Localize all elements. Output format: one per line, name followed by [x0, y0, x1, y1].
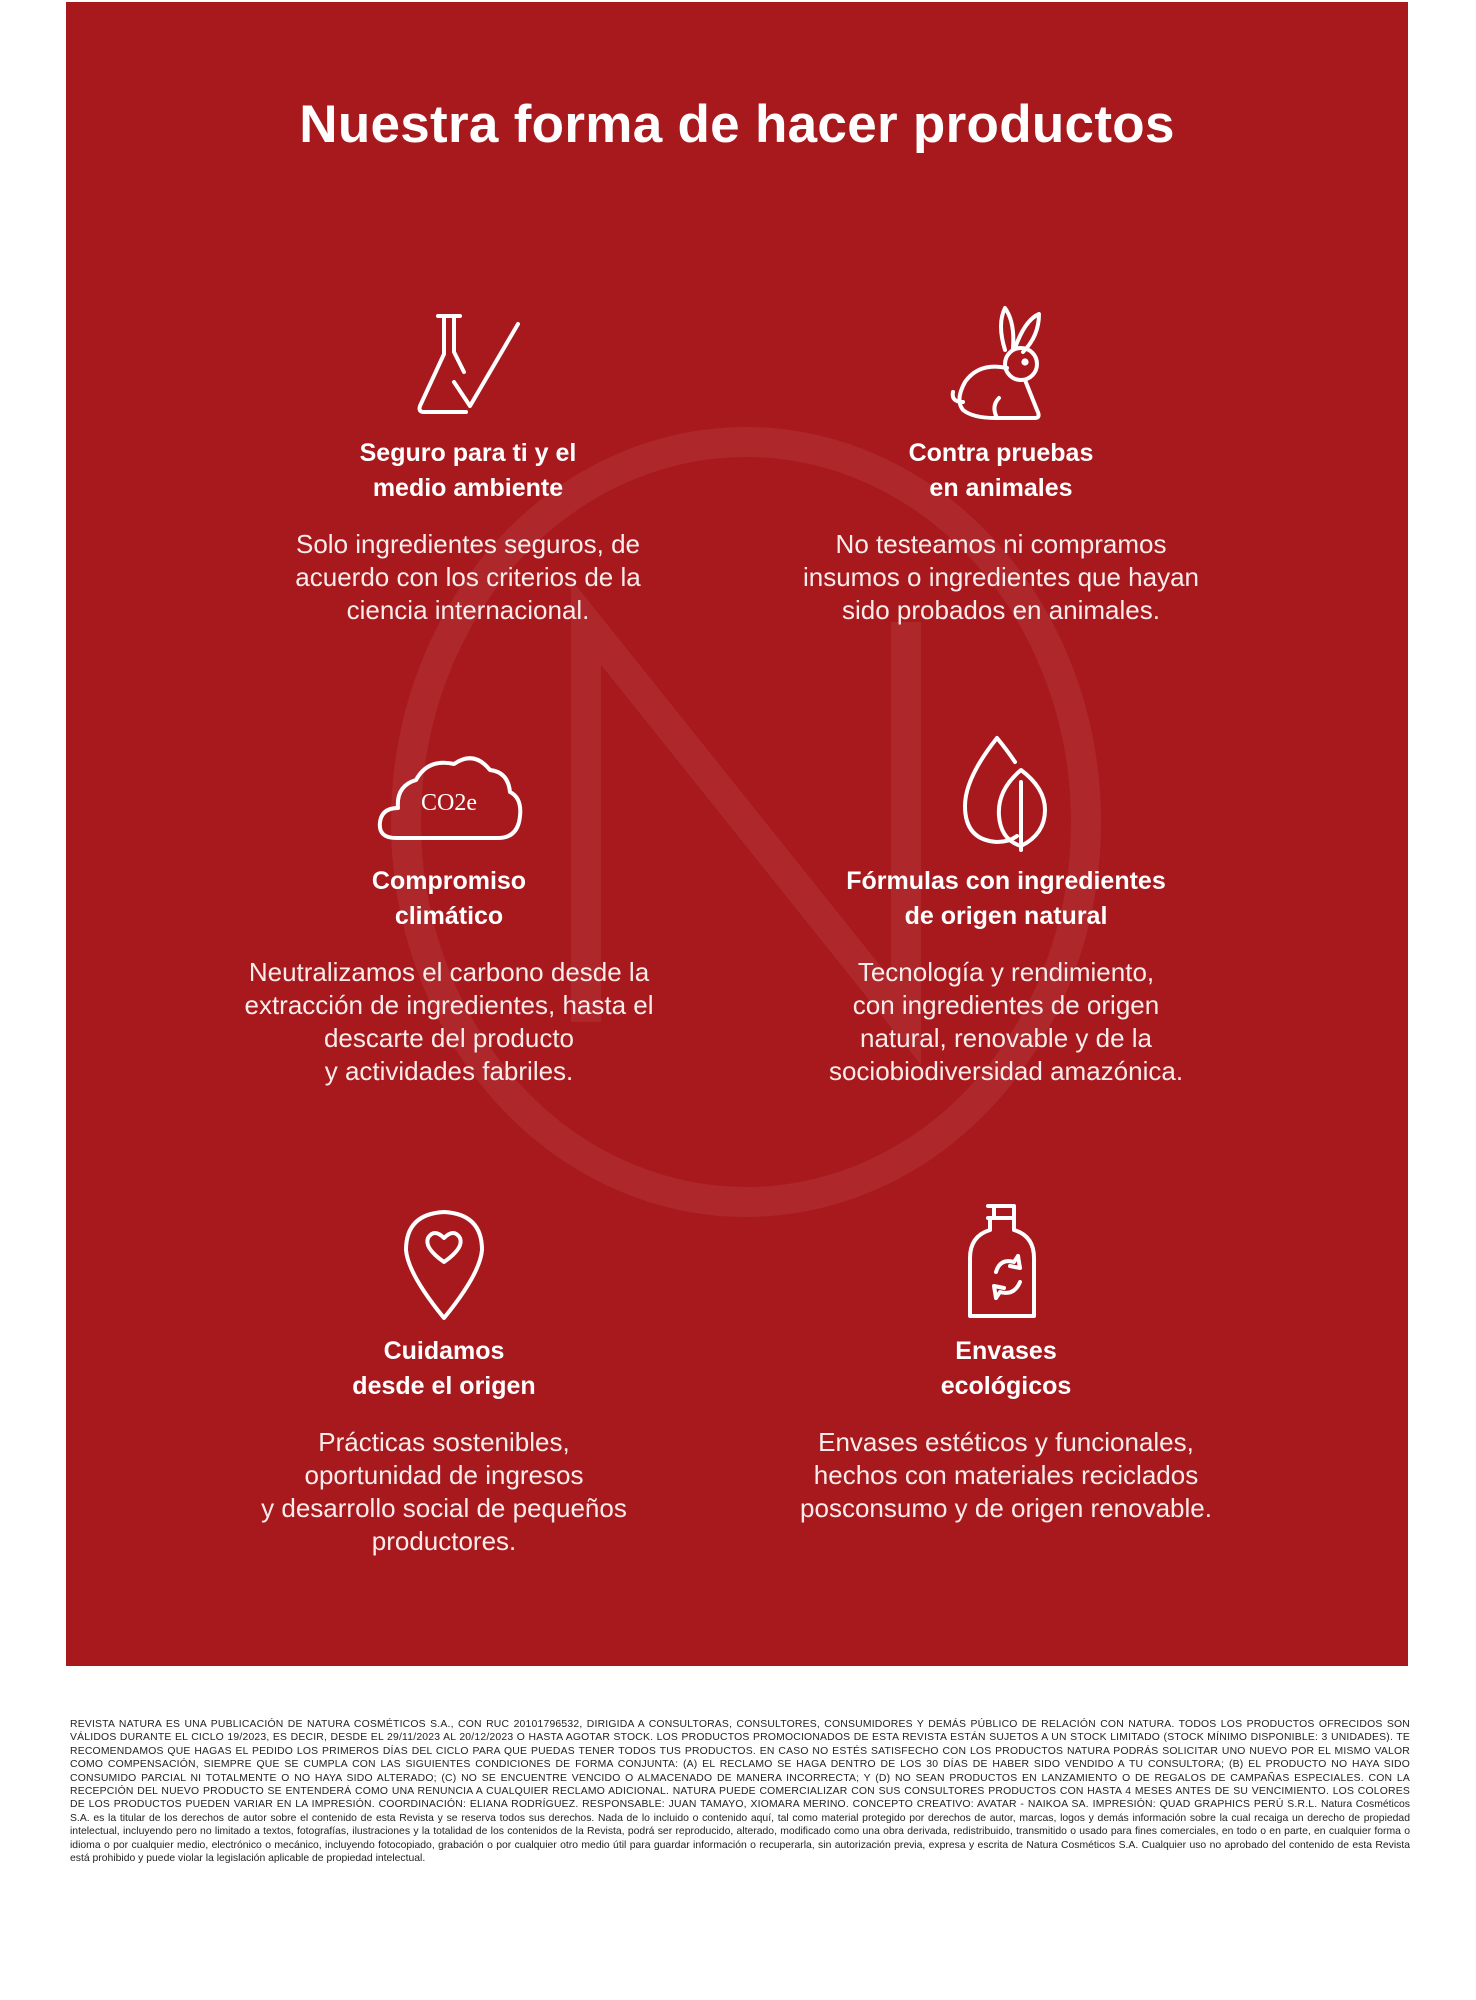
feature-title-line: Contra pruebas	[908, 439, 1094, 467]
rabbit-icon	[751, 302, 1251, 426]
feature-title-line: ecológicos	[940, 1372, 1072, 1400]
feature-title-line: Compromiso	[371, 867, 527, 895]
co2e-label: CO2e	[421, 790, 477, 816]
feature-care-from-origin	[194, 1200, 694, 1558]
feature-body-line: No testeamos ni compramos	[835, 529, 1167, 559]
legal-disclaimer	[70, 1718, 1410, 1865]
feature-body-line: y desarrollo social de pequeños	[261, 1493, 627, 1523]
feature-body-line: y actividades fabriles.	[324, 1056, 574, 1086]
feature-title-line: en animales	[929, 474, 1073, 502]
feature-title-line: Cuidamos	[383, 1337, 505, 1365]
products-panel	[66, 2, 1408, 1666]
feature-body-line: insumos o ingredientes que hayan	[802, 562, 1200, 592]
feature-body-line: sido probados en animales.	[842, 595, 1160, 625]
feature-body-line: hechos con materiales reciclados	[813, 1460, 1199, 1490]
legal-copyright-text: Natura Cosméticos S.A. es la titular de los derechos de autor sobre el contenido de esta Revista y se reserva todos sus derechos. Nada de lo incluido o contenido aquí, tal como material protegido por derechos de autor, marcas, logos y demás información sobre la cual recaiga un derecho de propiedad intelectual, incluyendo pero no limitado a textos, fotografías, ilustraciones y la totalidad de los contenidos de la Revista, podrá ser reproducido, alterado, modificado como una obra derivada, redistribuido, transmitido o usado para fines comerciales, en todo o en parte, en cualquier forma o idioma o por cualquier medio, electrónico o mecánico, incluyendo fotocopiado, grabación o por cualquier otro medio útil para guardar información o recuperarla, sin autorización previa, expresa y escrita de Natura Cosméticos S.A. Cualquier uso no aprobado del contenido de esta Revista está prohibido y puede violar la legislación aplicable de propiedad intelectual.	[70, 1799, 1410, 1865]
legal-terms-text: REVISTA NATURA ES UNA PUBLICACIÓN DE NATURA COSMÉTICOS S.A., CON RUC 20101796532, DIRIGIDA A CONSULTORAS, CONSULTORES, CONSUMIDORES Y DEMÁS PÚBLICO DE RELACIÓN CON NATURA. TODOS LOS PRODUCTOS OFRECIDOS SON VÁLIDOS DURANTE EL CICLO 19/2023, ES DECIR, DESDE EL 29/11/2023 AL 20/12/2023 O HASTA AGOTAR STOCK. LOS PRODUCTOS PROMOCIONADOS DE ESTA REVISTA ESTÁN SUJETOS A UN STOCK LIMITADO (STOCK MÍNIMO DISPONIBLE: 3 UNIDADES). TE RECOMENDAMOS QUE HAGAS EL PEDIDO LOS PRIMEROS DÍAS DEL CICLO PARA QUE PUEDAS TENER TODOS TUS PRODUCTOS. EN CASO NO ESTÉS SATISFECHO CON LOS PRODUCTOS NATURA PODRÁS SOLICITAR UNO NUEVO POR EL MISMO VALOR COMO COMPENSACIÓN, SIEMPRE QUE SE CUMPLA CON LAS SIGUIENTES CONDICIONES DE FORMA CONJUNTA: (A) EL RECLAMO SE HAGA DENTRO DE LOS 30 DÍAS DE HABER SIDO VENDIDO A TU CONSULTORA; (B) EL PRODUCTO NO HAYA SIDO CONSUMIDO PARCIAL NI TOTALMENTE O NO HAYA SIDO ALTERADO; (C) NO SE ENCUENTRE VENCIDO O ALMACENADO DE MANERA INCORRECTA; Y (D) NO SEAN PRODUCTOS EN LANZAMIENTO O DE REGALOS DE CAMPAÑAS ESPECIALES. CON LA RECEPCIÓN DEL NUEVO PRODUCTO SE ENTENDERÁ COMO UNA RENUNCIA A CUALQUIER RECLAMO ADICIONAL. NATURA PUEDE COMERCIALIZAR CON SUS CONSULTORES PRODUCTOS CON HASTA 4 MESES ANTES DE SU VENCIMIENTO. LOS COLORES DE LOS PRODUCTOS PUEDEN VARIAR EN LA IMPRESIÓN. COORDINACIÓN: ELIANA RODRÍGUEZ. RESPONSABLE: JUAN TAMAYO, XIOMARA MERINO. CONCEPTO CREATIVO: AVATAR - NAIKOA SA. IMPRESIÓN: QUAD GRAPHICS PERÚ S.R.L.	[70, 1719, 1410, 1811]
page-title: Nuestra forma de hacer productos	[299, 95, 1175, 154]
feature-body-line: extracción de ingredientes, hasta el	[244, 990, 654, 1020]
feature-no-animal-testing	[751, 302, 1251, 627]
drop-leaf-icon	[756, 730, 1256, 854]
feature-body-line: sociobiodiversidad amazónica.	[828, 1056, 1184, 1086]
feature-title-line: Fórmulas con ingredientes	[846, 867, 1166, 895]
feature-body-line: Envases estéticos y funcionales,	[818, 1427, 1194, 1457]
feature-body-line: productores.	[371, 1526, 517, 1556]
feature-body-line: Prácticas sostenibles,	[318, 1427, 570, 1457]
feature-title-line: medio ambiente	[372, 474, 564, 502]
feature-body-line: natural, renovable y de la	[860, 1023, 1152, 1053]
feature-climate-commitment	[199, 730, 699, 1088]
feature-title-line: Seguro para ti y el	[359, 439, 577, 467]
feature-title-line: desde el origen	[352, 1372, 536, 1400]
flask-check-icon	[218, 302, 718, 426]
feature-body-line: Neutralizamos el carbono desde la	[248, 957, 650, 987]
feature-body-line: acuerdo con los criterios de la	[295, 562, 641, 592]
location-heart-icon	[194, 1200, 694, 1324]
recycle-bottle-icon	[756, 1200, 1256, 1324]
feature-body-line: Tecnología y rendimiento,	[857, 957, 1155, 987]
feature-body-line: posconsumo y de origen renovable.	[800, 1493, 1212, 1523]
feature-eco-packaging	[756, 1200, 1256, 1525]
feature-body-line: descarte del producto	[323, 1023, 575, 1053]
feature-title-line: climático	[394, 902, 504, 930]
co2e-cloud-icon	[199, 730, 699, 854]
feature-safe-products	[218, 302, 718, 627]
feature-natural-ingredients	[756, 730, 1256, 1088]
feature-title-line: de origen natural	[904, 902, 1108, 930]
feature-title-line: Envases	[955, 1337, 1057, 1365]
feature-body-line: ciencia internacional.	[346, 595, 590, 625]
feature-body-line: con ingredientes de origen	[852, 990, 1160, 1020]
feature-body-line: Solo ingredientes seguros, de	[295, 529, 640, 559]
feature-body-line: oportunidad de ingresos	[304, 1460, 584, 1490]
